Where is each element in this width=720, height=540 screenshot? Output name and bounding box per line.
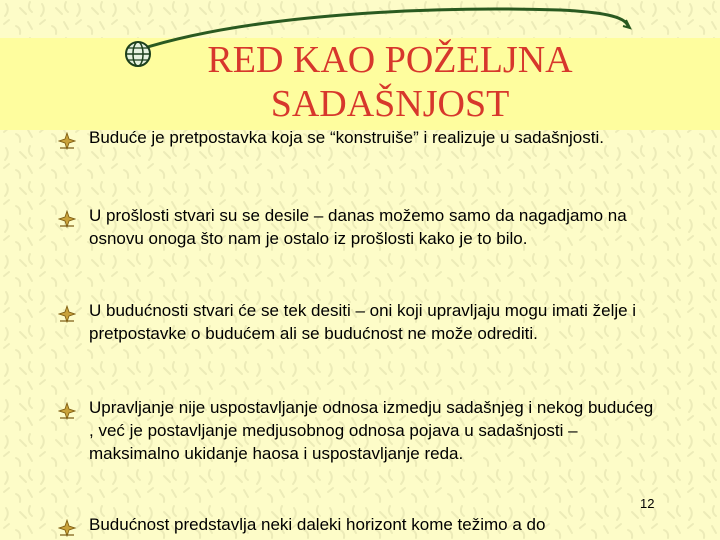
bullet-item — [58, 126, 604, 149]
bullet-star-icon — [58, 402, 76, 420]
bullet-text: Budućnost predstavlja neki daleki horizont kome težimo a do — [89, 515, 546, 534]
bullet-item — [58, 513, 545, 536]
page-number: 12 — [640, 496, 655, 511]
bullet-star-icon — [58, 519, 76, 537]
bullet-item — [58, 299, 658, 345]
title-line-2: SADAŠNJOST — [270, 83, 510, 125]
bullet-text: Buduće je pretpostavka koja se “konstruiše” i realizuje u sadašnjosti. — [89, 128, 604, 147]
bullet-item — [58, 396, 658, 465]
bullet-text: Upravljanje nije uspostavljanje odnosa izmedju sadašnjeg i nekog budućeg , već je postavljanje medjusobnog odnosa pojava u sadašnjosti – maksimalno ukidanje haosa i uspostavljanje reda. — [89, 398, 654, 463]
bullet-item — [58, 204, 658, 250]
slide-title — [150, 38, 630, 126]
bullet-star-icon — [58, 210, 76, 228]
title-line-1: RED KAO POŽELJNA — [207, 39, 573, 81]
bullet-text: U prošlosti stvari su se desile – danas možemo samo da nagadjamo na osnovu onoga što nam je ostalo iz prošlosti kako je to bilo. — [89, 206, 627, 248]
bullet-text: U budućnosti stvari će se tek desiti – oni koji upravljaju mogu imati želje i pretpostavke o budućem ali se budućnost ne može odrediti. — [89, 301, 637, 343]
bullet-star-icon — [58, 132, 76, 150]
globe-icon — [124, 40, 152, 68]
bullet-star-icon — [58, 305, 76, 323]
